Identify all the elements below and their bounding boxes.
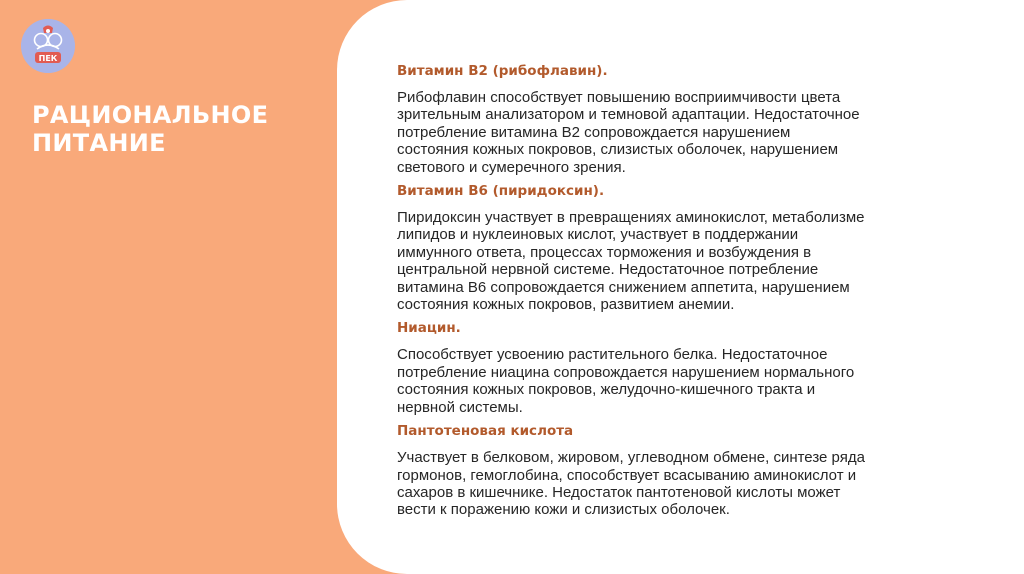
body-line: сахаров в кишечнике. Недостаток пантотеновой кислоты может xyxy=(397,483,841,501)
body-line: состояния кожных покровов, слизистых оболочек, нарушением xyxy=(397,141,839,159)
body-line: состояния кожных покровов, развитием анемии. xyxy=(397,296,735,314)
logo-text: ПЕК xyxy=(38,54,58,63)
section-heading: Пантотеновая кислота xyxy=(397,423,574,440)
section-body xyxy=(397,346,997,416)
section-pantothenic-acid xyxy=(397,423,997,519)
body-line: Рибофлавин способствует повышению восприимчивости цвета xyxy=(397,89,841,106)
body-line: центральной нервной системе. Недостаточное потребление xyxy=(397,261,819,279)
section-heading: Витамин В2 (рибофлавин). xyxy=(397,63,608,79)
body-line: нервной системы. xyxy=(397,398,523,416)
body-line: светового и сумеречного зрения. xyxy=(397,158,626,176)
section-vitamin-b6 xyxy=(397,183,997,313)
body-line: Пиридоксин участвует в превращениях аминокислот, метаболизме xyxy=(397,209,865,227)
body-line: витамина В6 сопровождается снижением аппетита, нарушением xyxy=(397,278,850,296)
section-body xyxy=(397,89,997,176)
section-body xyxy=(397,209,997,313)
text-block xyxy=(397,63,997,526)
body-line: состояния кожных покровов, желудочно-кишечного тракта и xyxy=(397,381,816,399)
body-line: гормонов, гемоглобина, способствует всасыванию аминокислот и xyxy=(397,466,857,484)
body-line: потребление ниацина сопровождается нарушением нормального xyxy=(397,363,855,381)
body-line: потребление витамина В2 сопровождается нарушением xyxy=(397,123,791,141)
body-line: зрительным анализатором и темновой адаптации. Недостаточное xyxy=(397,106,860,124)
slide-title-line-2: ПИТАНИЕ xyxy=(32,129,166,157)
body-line: Участвует в белковом, жировом, углеводном обмене, синтезе ряда xyxy=(397,449,865,467)
body-line: иммунного ответа, процессах торможения и возбуждения в xyxy=(397,243,812,261)
section-niacin xyxy=(397,320,997,416)
logo-emblem-icon xyxy=(21,19,75,73)
body-line: Способствует усвоению растительного белка. Недостаточное xyxy=(397,346,828,364)
section-heading: Витамин В6 (пиридоксин). xyxy=(397,183,605,200)
slide-title-line-1: РАЦИОНАЛЬНОЕ xyxy=(32,101,269,129)
body-line: вести к поражению кожи и слизистых оболочек. xyxy=(397,501,730,519)
slide-title xyxy=(32,101,268,157)
logo xyxy=(21,19,75,73)
section-body xyxy=(397,449,997,519)
body-line: липидов и нуклеиновых кислот, участвует в поддержании xyxy=(397,226,799,244)
section-vitamin-b2 xyxy=(397,63,997,176)
section-heading: Ниацин. xyxy=(397,320,461,337)
